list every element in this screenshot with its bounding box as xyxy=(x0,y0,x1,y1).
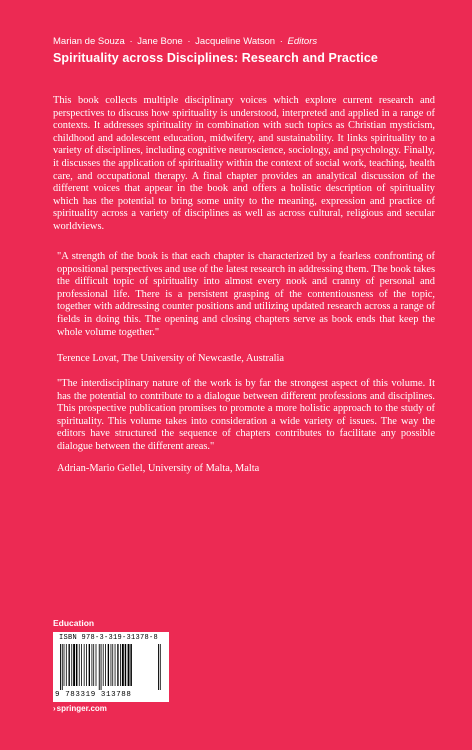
barcode-bar xyxy=(128,644,130,686)
book-title: Spirituality across Disciplines: Research and Practice xyxy=(53,51,378,65)
barcode-bar xyxy=(89,644,90,686)
barcode-bar xyxy=(111,644,112,686)
barcode-bar xyxy=(96,644,97,686)
barcode-bar xyxy=(160,644,161,690)
book-description: This book collects multiple disciplinary voices which explore current research and perspectives to discuss how spirituality is understood, interpreted and applied in a range of contexts. It addresses spirituality in combination with such topics as Christian mysticism, childhood and adolescent education, midwifery, and sustainability. It links spirituality to a variety of disciplines, including cognitive neuroscience, sociology, and psychology. Finally, it discusses the application of spirituality within the context of social work, teaching, health care, and occupational therapy. A final chapter provides an analytical discussion of the different voices that appear in the book and offers a holistic description of spirituality which has the potential to bring some unity to the meaning, expression and practice of spirituality across a variety of disciplines as well as across cultural, religious and secular worldviews. xyxy=(53,95,435,232)
website-label: springer.com xyxy=(56,704,107,713)
barcode-bar xyxy=(93,644,94,686)
barcode-bar xyxy=(86,644,87,686)
barcode-bar xyxy=(66,644,67,686)
barcode-bar xyxy=(122,644,124,686)
barcode-bar xyxy=(73,644,75,686)
editor-name: Jacqueline Watson xyxy=(195,36,276,47)
barcode-bar xyxy=(101,644,102,690)
editors-line xyxy=(53,36,317,47)
barcode-bar xyxy=(112,644,113,686)
barcode-bar xyxy=(120,644,121,686)
barcode-bar xyxy=(117,644,118,686)
barcode-bar xyxy=(81,644,82,686)
barcode-bar xyxy=(71,644,72,686)
barcode-bar xyxy=(158,644,159,690)
barcode-bar xyxy=(76,644,78,686)
barcode-bar xyxy=(64,644,65,686)
barcode-bar xyxy=(105,644,106,686)
barcode-bars xyxy=(59,644,163,690)
barcode-bar xyxy=(79,644,80,686)
barcode-bar xyxy=(60,644,61,690)
barcode-bar xyxy=(125,644,127,686)
editor-name: Marian de Souza xyxy=(53,36,125,47)
review-attribution: Terence Lovat, The University of Newcastle, Australia xyxy=(57,353,285,364)
isbn-barcode xyxy=(53,632,169,702)
barcode-bar xyxy=(99,644,100,690)
subject-category: Education xyxy=(53,618,95,628)
editor-separator: · xyxy=(187,36,191,47)
publisher-website xyxy=(53,704,107,713)
editor-name: Jane Bone xyxy=(137,36,183,47)
editor-separator: · xyxy=(279,36,283,47)
review-quote: "A strength of the book is that each chapter is characterized by a fearless confronting of oppositional perspectives and use of the latest research in addressing them. The book takes the difficult topic of spirituality into almost every nook and cranny of personal and professional life. There is a persistent grasping of the contentiousness of the topic, together with addressing counter positions and utilizing updated research across a range of fields in doing this. The opening and closing chapters serve as book ends that keep the whole volume together." xyxy=(57,251,435,338)
barcode-bar xyxy=(92,644,93,686)
barcode-digits: 9 783319 313788 xyxy=(55,691,132,699)
editor-separator: · xyxy=(129,36,133,47)
review-quote: "The interdisciplinary nature of the work is by far the strongest aspect of this volume. It has the potential to contribute to a dialogue between different professions and disciplines. This prospective publication promises to promote a more holistic approach to the study of spirituality. This volume takes into consideration a wide variety of issues. The way the editors have structured the sequence of chapters contributes to facilitate any possible dialogue between the different areas." xyxy=(57,378,435,452)
review-attribution: Adrian-Mario Gellel, University of Malta, Malta xyxy=(57,463,260,474)
barcode-bar xyxy=(115,644,116,686)
editors-role: Editors xyxy=(287,36,318,47)
barcode-bar xyxy=(69,644,70,686)
barcode-bar xyxy=(84,644,85,686)
barcode-bar xyxy=(103,644,104,686)
barcode-bar xyxy=(130,644,132,686)
isbn-label: ISBN 978-3-319-31378-8 xyxy=(59,634,159,642)
barcode-bar xyxy=(62,644,63,690)
chevron-right-icon: › xyxy=(53,704,56,713)
barcode-bar xyxy=(108,644,109,686)
